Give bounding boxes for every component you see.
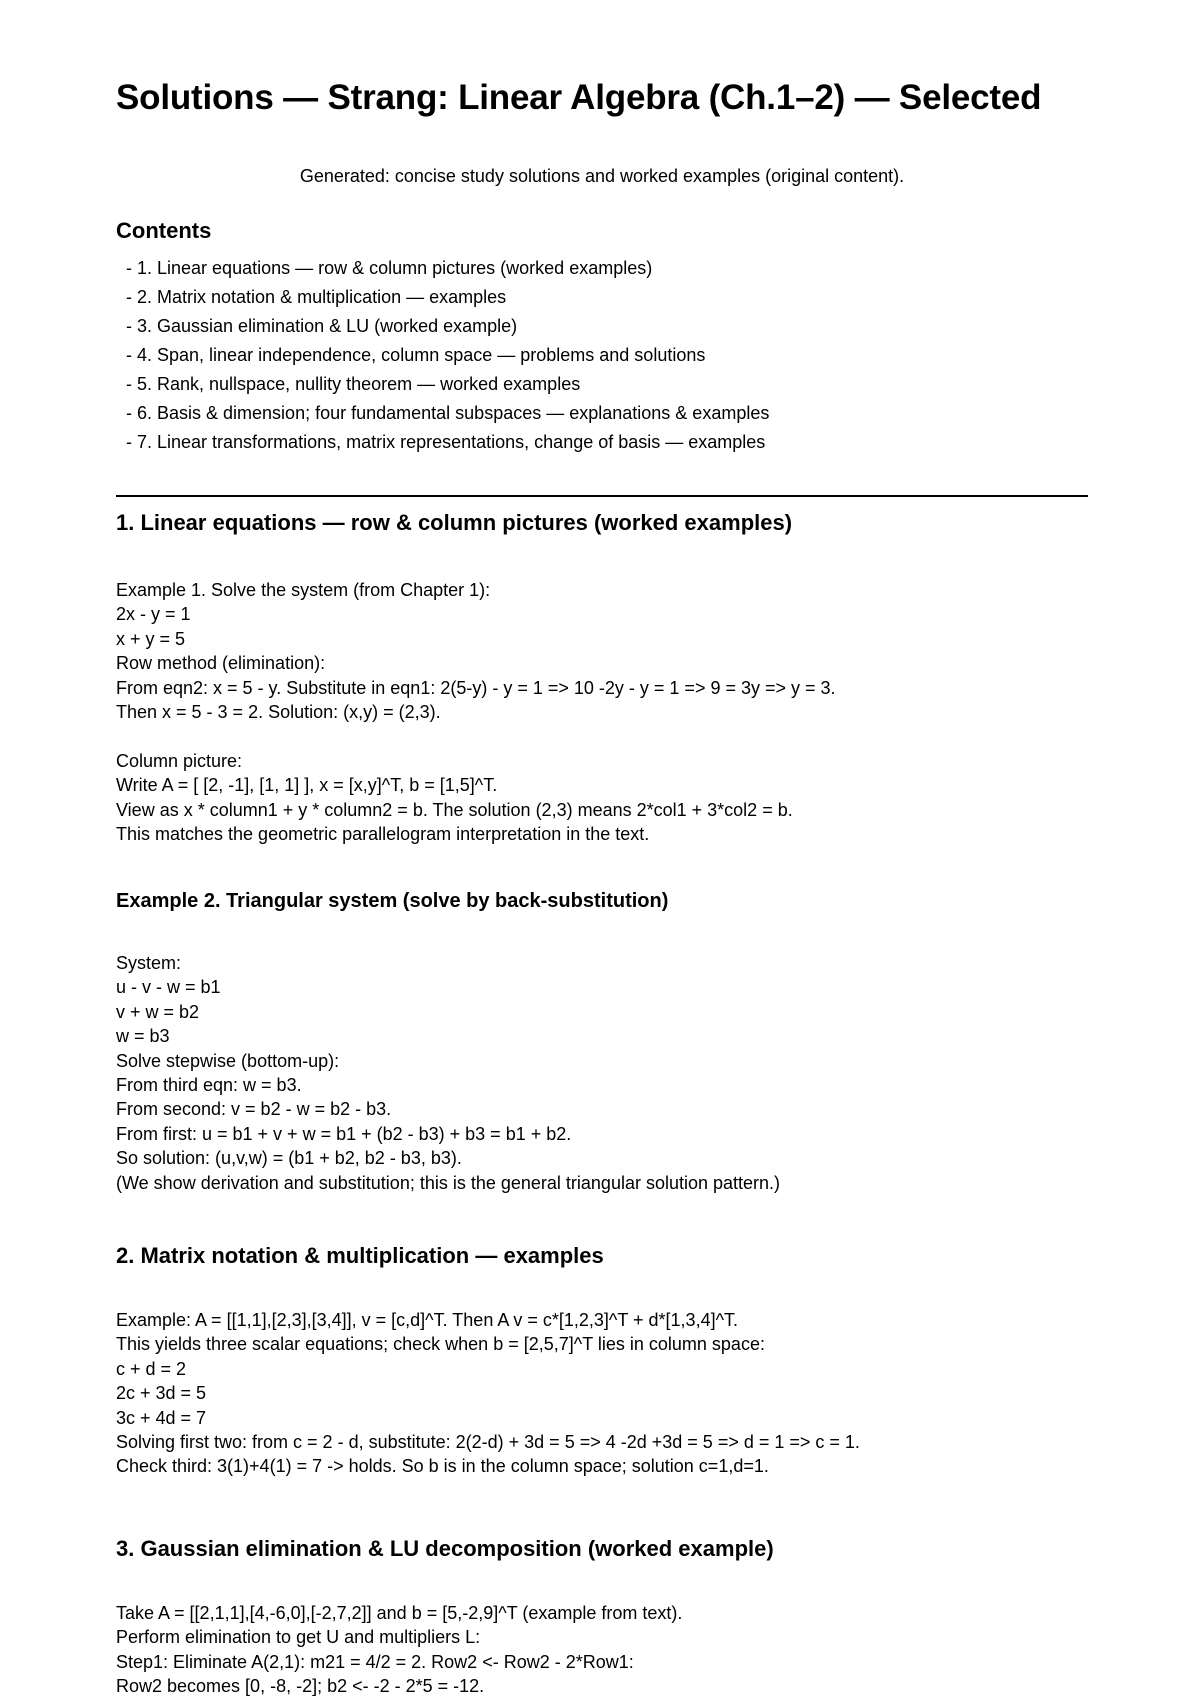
horizontal-divider (116, 495, 1088, 497)
text-line: Column picture: (116, 750, 243, 771)
toc-item: - 3. Gaussian elimination & LU (worked example) (126, 316, 518, 336)
text-line: Then x = 5 - 3 = 2. Solution: (x,y) = (2,3). (116, 702, 441, 723)
text-line: (We show derivation and substitution; this is the general triangular solution pattern.) (116, 1172, 781, 1193)
text-line: From second: v = b2 - w = b2 - b3. (116, 1099, 392, 1120)
section-1-example-2 (116, 951, 780, 1195)
contents-heading: Contents (116, 218, 212, 243)
text-line: View as x * column1 + y * column2 = b. The solution (2,3) means 2*col1 + 3*col2 = b. (116, 799, 793, 820)
text-line: Example: A = [[1,1],[2,3],[3,4]], v = [c,d]^T. Then A v = c*[1,2,3]^T + d*[1,3,4]^T. (116, 1310, 739, 1330)
text-line: This yields three scalar equations; check when b = [2,5,7]^T lies in column space: (116, 1334, 765, 1355)
text-line: Perform elimination to get U and multipliers L: (116, 1627, 481, 1648)
text-line: From eqn2: x = 5 - y. Substitute in eqn1: 2(5-y) - y = 1 => 10 -2y - y = 1 => 9 = 3y => y = 3. (116, 677, 836, 698)
text-line: 3c + 4d = 7 (116, 1407, 207, 1428)
text-line: Row method (elimination): (116, 653, 326, 674)
text-line: w = b3 (116, 1026, 170, 1047)
text-line: Check third: 3(1)+4(1) = 7 -> holds. So b is in the column space; solution c=1,d=1. (116, 1456, 769, 1477)
text-line: u - v - w = b1 (116, 977, 221, 998)
text-line: 2c + 3d = 5 (116, 1383, 207, 1404)
text-line: Take A = [[2,1,1],[4,-6,0],[-2,7,2]] and b = [5,-2,9]^T (example from text). (116, 1603, 683, 1623)
text-line: v + w = b2 (116, 1001, 200, 1022)
text-line: Solve stepwise (bottom-up): (116, 1050, 340, 1071)
section-2-body (116, 1308, 860, 1479)
text-line: 2x - y = 1 (116, 604, 191, 625)
section-3-body (116, 1601, 682, 1699)
section-1-example-1 (116, 578, 836, 846)
toc-item: - 1. Linear equations — row & column pictures (worked examples) (126, 258, 653, 278)
table-of-contents (126, 254, 769, 457)
section-3-heading: 3. Gaussian elimination & LU decomposition (worked example) (116, 1536, 774, 1561)
toc-item: - 5. Rank, nullspace, nullity theorem — worked examples (126, 374, 581, 394)
text-line: System: (116, 953, 182, 973)
text-line: x + y = 5 (116, 628, 186, 649)
example-2-heading: Example 2. Triangular system (solve by back-substitution) (116, 890, 669, 912)
text-line: Solving first two: from c = 2 - d, substitute: 2(2-d) + 3d = 5 => 4 -2d +3d = 5 => d = 1 => c = 1. (116, 1432, 860, 1453)
document-subtitle: Generated: concise study solutions and worked examples (original content). (299, 166, 905, 186)
toc-item: - 6. Basis & dimension; four fundamental subspaces — explanations & examples (126, 403, 770, 423)
text-line: c + d = 2 (116, 1358, 187, 1379)
text-line: Example 1. Solve the system (from Chapter 1): (116, 580, 491, 600)
text-line: From third eqn: w = b3. (116, 1075, 302, 1096)
toc-item: - 2. Matrix notation & multiplication — examples (126, 287, 507, 307)
section-1-heading: 1. Linear equations — row & column pictures (worked examples) (116, 510, 793, 535)
section-2-heading: 2. Matrix notation & multiplication — examples (116, 1243, 604, 1268)
text-line: Write A = [ [2, -1], [1, 1] ], x = [x,y]^T, b = [1,5]^T. (116, 775, 498, 796)
text-line: Step1: Eliminate A(2,1): m21 = 4/2 = 2. Row2 <- Row2 - 2*Row1: (116, 1651, 634, 1672)
toc-item: - 7. Linear transformations, matrix representations, change of basis — examples (126, 432, 766, 452)
text-line (116, 724, 836, 748)
text-line: Row2 becomes [0, -8, -2]; b2 <- -2 - 2*5 = -12. (116, 1676, 485, 1697)
text-line: This matches the geometric parallelogram interpretation in the text. (116, 824, 650, 845)
document-title: Solutions — Strang: Linear Algebra (Ch.1–2) — Selected (116, 78, 1042, 117)
toc-item: - 4. Span, linear independence, column space — problems and solutions (126, 345, 706, 365)
text-line: From first: u = b1 + v + w = b1 + (b2 - b3) + b3 = b1 + b2. (116, 1123, 572, 1144)
text-line: So solution: (u,v,w) = (b1 + b2, b2 - b3, b3). (116, 1148, 462, 1169)
